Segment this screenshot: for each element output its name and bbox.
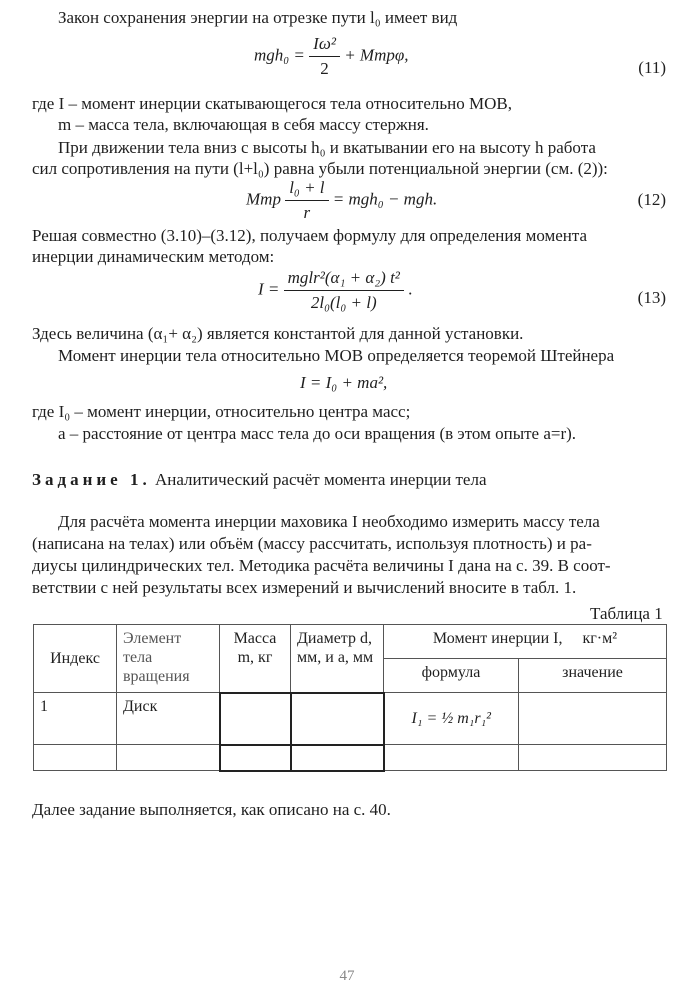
cell-empty[interactable]: [519, 745, 667, 771]
cell-empty[interactable]: [384, 745, 519, 771]
header-moment: [384, 625, 667, 659]
paragraph-line: Для расчёта момента инерции маховика I необходимо измерить массу тела: [58, 512, 600, 531]
equation-number: (12): [637, 190, 666, 209]
steiner-equation: I = I₀ + ma²,: [300, 373, 388, 392]
task-title: Аналитический расчёт момента инерции тела: [154, 470, 487, 489]
equation-number: (13): [637, 288, 666, 307]
header-formula: формула: [384, 659, 519, 693]
eq13-fraction: [284, 268, 404, 313]
eq11-lhs: mgh₀ =: [254, 45, 305, 65]
eq12-lhs: Mтр: [246, 189, 281, 209]
cell-element: Диск: [117, 693, 220, 745]
paragraph-line: Момент инерции тела относительно МОВ определяется теоремой Штейнера: [58, 346, 615, 365]
header-moment-label: Момент инерции I,: [432, 630, 563, 647]
paragraph-line: диусы цилиндрических тел. Методика расчёта величины I дана на с. 39. В соот-: [32, 556, 611, 575]
cell-empty[interactable]: [34, 745, 117, 771]
cell-empty[interactable]: [220, 745, 291, 771]
equation-11: [254, 34, 409, 79]
cell-empty[interactable]: [291, 745, 384, 771]
paragraph-line: Закон сохранения энергии на отрезке пути l₀ имеет вид: [58, 8, 458, 27]
eq12-fraction: [285, 178, 328, 223]
paragraph-line: Далее задание выполняется, как описано на с. 40.: [32, 800, 391, 819]
cell-index: 1: [34, 693, 117, 745]
eq12-rest: = mgh₀ − mgh.: [332, 189, 438, 209]
paragraph-line: (написана на телах) или объём (массу рассчитать, используя плотность) и ра-: [32, 534, 592, 553]
eq11-denominator: 2: [320, 59, 329, 78]
eq11-fraction: [309, 34, 340, 79]
task-label: Задание 1.: [32, 470, 151, 489]
header-value: значение: [519, 659, 667, 693]
paragraph-line: где I₀ – момент инерции, относительно центра масс;: [32, 402, 411, 421]
paragraph-line: Решая совместно (3.10)–(3.12), получаем формулу для определения момента: [32, 226, 588, 245]
table-caption: Таблица 1: [590, 604, 663, 623]
header-mass: Масса m, кг: [220, 625, 291, 693]
paragraph-line: m – масса тела, включающая в себя массу стержня.: [58, 115, 429, 134]
eq11-numerator: Iω²: [309, 34, 340, 57]
task-heading: [32, 470, 487, 490]
equation-13: [258, 268, 412, 313]
page-number: 47: [339, 968, 355, 984]
paragraph-line: При движении тела вниз с высоты h₀ и вкатывании его на высоту h работа: [58, 138, 596, 157]
header-diameter: Диаметр d, мм, и a, мм: [291, 625, 384, 693]
paragraph-line: где I – момент инерции скатывающегося тела относительно МОВ,: [32, 94, 512, 113]
paragraph-line: Здесь величина (α₁+ α₂) является константой для данной установки.: [32, 324, 524, 343]
eq11-rest: + Mтрφ,: [344, 45, 409, 65]
eq13-denominator: 2l₀(l₀ + l): [310, 293, 377, 312]
paragraph-line: ветствии с ней результаты всех измерений и вычислений вносите в табл. 1.: [32, 578, 577, 597]
eq13-lhs: I =: [258, 279, 280, 299]
cell-empty[interactable]: [117, 745, 220, 771]
cell-value[interactable]: [519, 693, 667, 745]
cell-formula: I₁ = ½ m₁r₁²: [384, 693, 519, 745]
data-table: [33, 624, 667, 772]
eq12-numerator: l₀ + l: [285, 178, 328, 201]
header-element: Элемент тела вращения: [117, 625, 220, 693]
header-moment-unit: кг·м²: [582, 630, 618, 647]
cell-diameter[interactable]: [291, 693, 384, 745]
eq13-rest: .: [408, 279, 413, 299]
paragraph-line: инерции динамическим методом:: [32, 247, 275, 266]
cell-mass[interactable]: [220, 693, 291, 745]
paragraph-line: a – расстояние от центра масс тела до оси вращения (в этом опыте a=r).: [58, 424, 577, 443]
equation-number: (11): [638, 58, 666, 77]
equation-12: [246, 178, 437, 223]
eq13-numerator: mglr²(α₁ + α₂) t²: [284, 268, 404, 291]
eq12-denominator: r: [303, 203, 311, 222]
header-index: Индекс: [34, 625, 117, 693]
paragraph-line: сил сопротивления на пути (l+l₀) равна убыли потенциальной энергии (см. (2)):: [32, 159, 608, 178]
